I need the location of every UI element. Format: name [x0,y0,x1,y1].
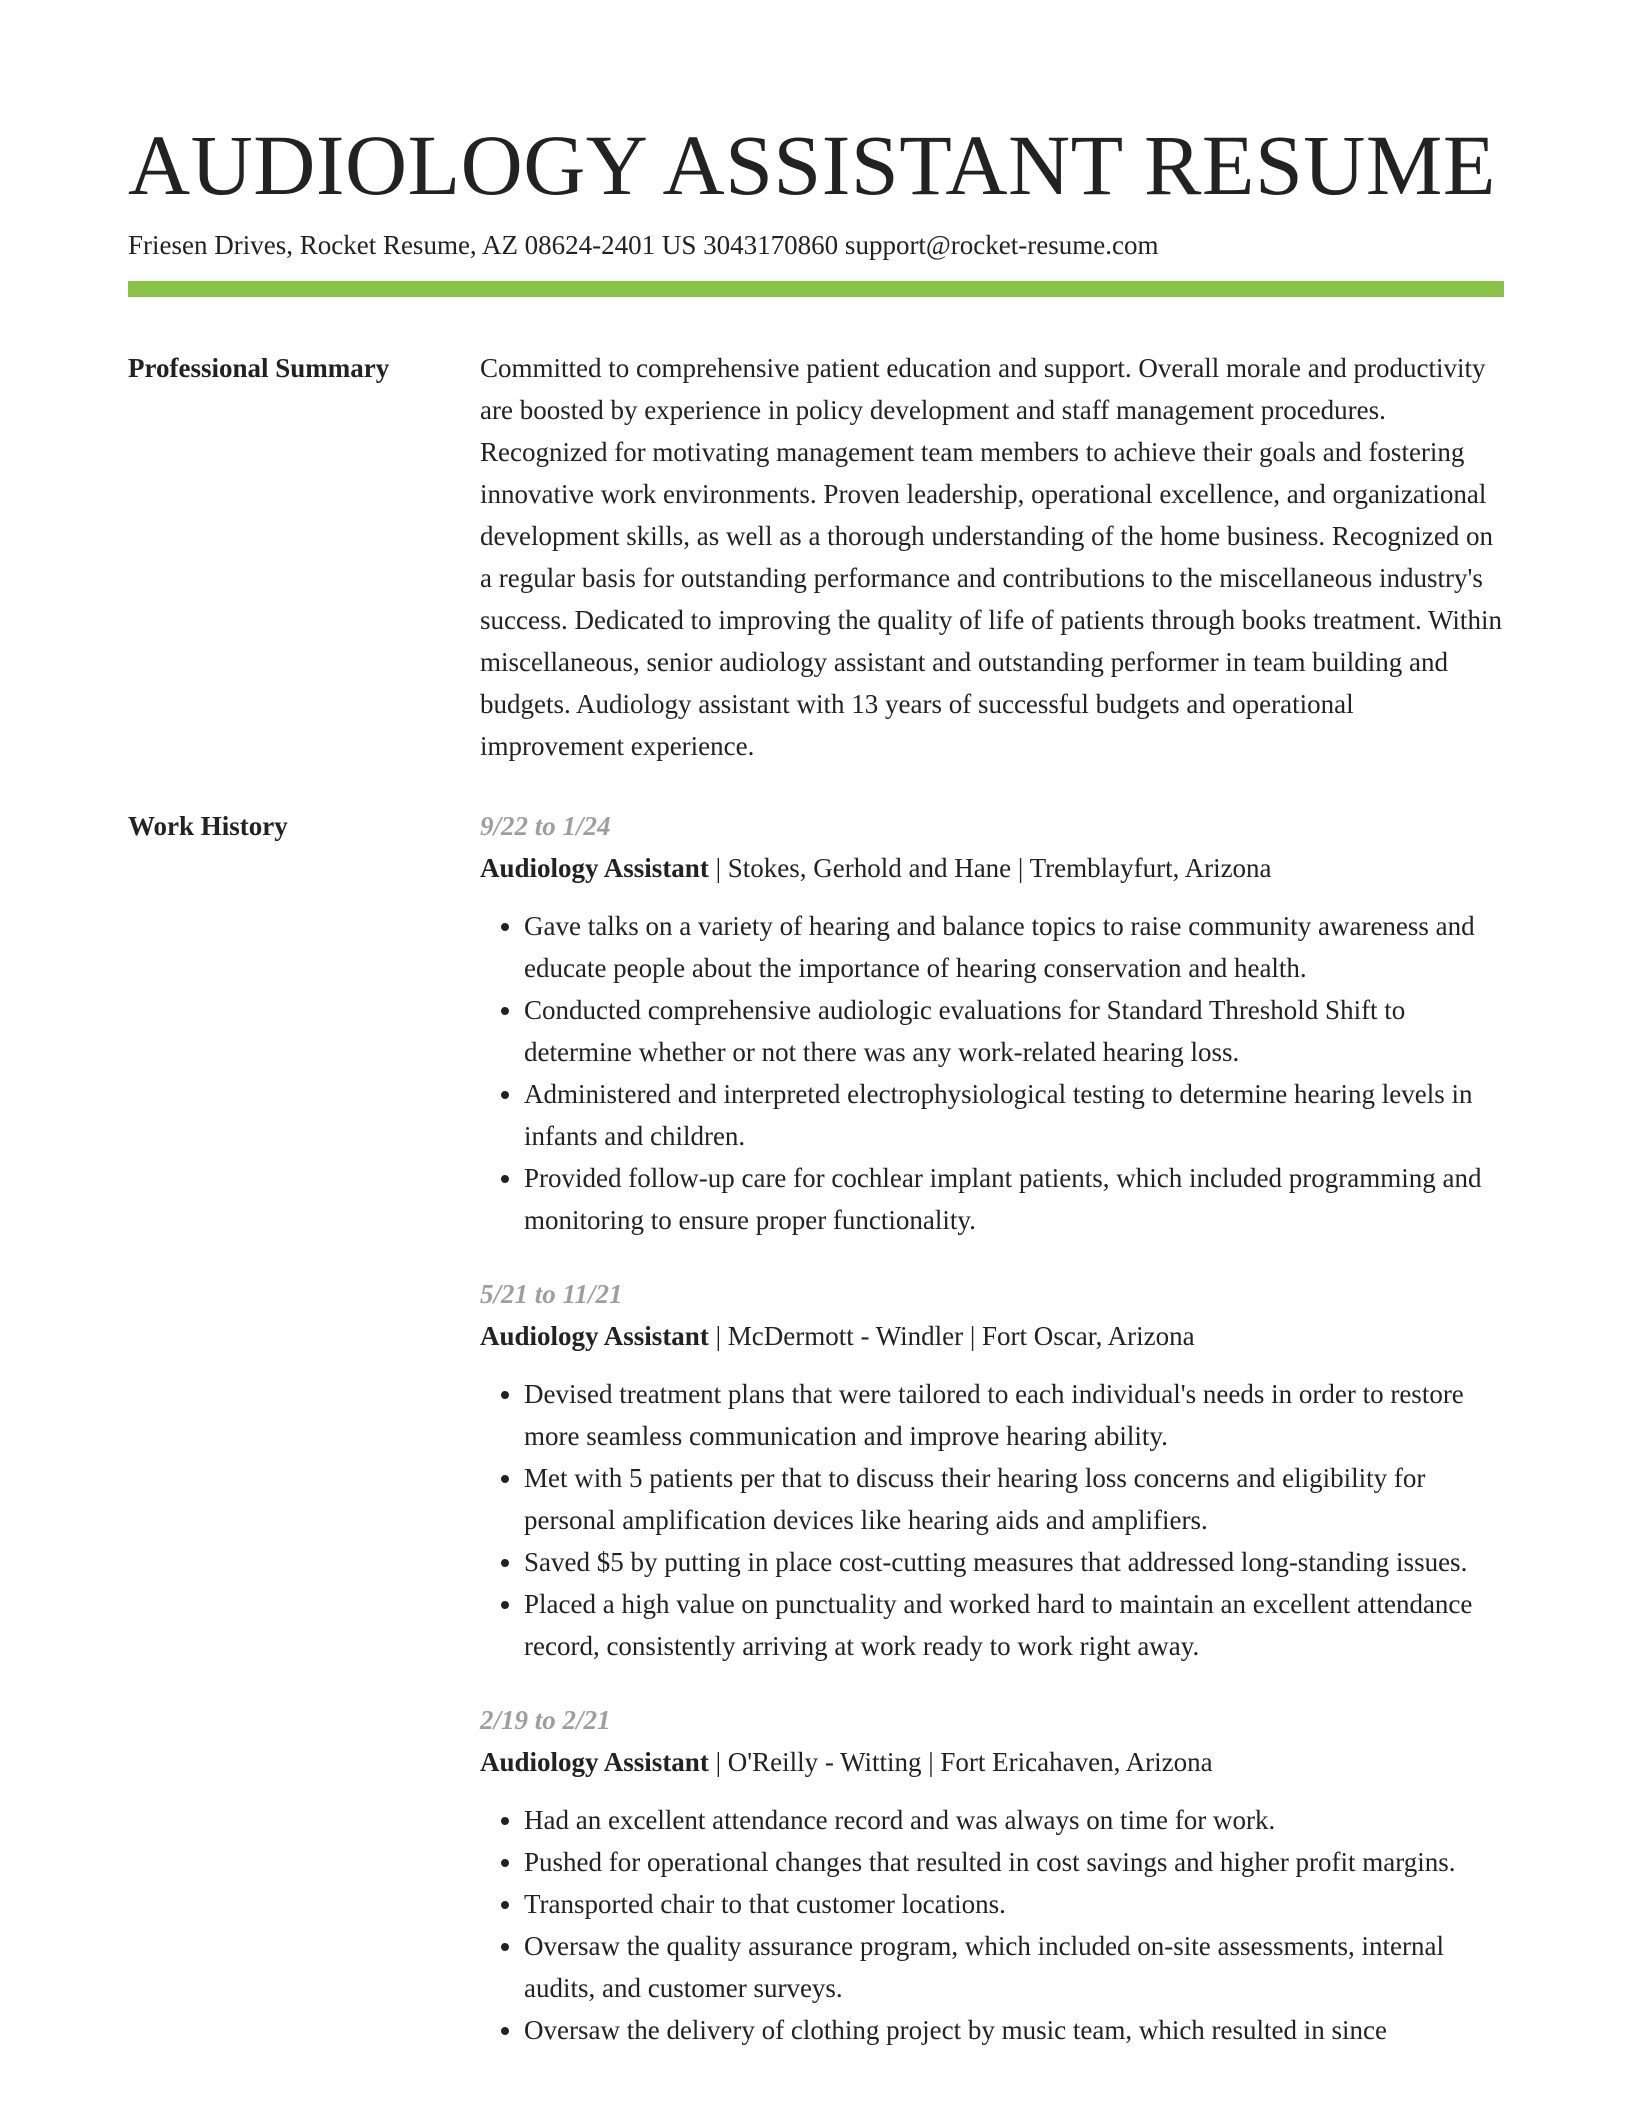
job-bullet-list [480,1799,1504,2051]
job-dates: 9/22 to 1/24 [480,810,611,841]
job-bullet: • Oversaw the quality assurance program, which included on-site assessments, internal audits, and customer surveys. [524,1925,1504,2009]
job-bullet: • Saved $5 by putting in place cost-cutting measures that addressed long-standing issues. [524,1541,1504,1583]
job-bullet: • Oversaw the delivery of clothing project by music team, which resulted in since [524,2009,1504,2051]
header-divider [128,281,1504,297]
summary-body [480,347,1504,767]
contact-info: Friesen Drives, Rocket Resume, AZ 08624-2401 US 3043170860 support@rocket-resume.com [128,229,1159,260]
professional-summary-section [128,347,1504,767]
job-bullet: • Devised treatment plans that were tailored to each individual's needs in order to restore more seamless communication and improve hearing ability. [524,1373,1504,1457]
job-bullet: • Pushed for operational changes that resulted in cost savings and higher profit margins. [524,1841,1504,1883]
resume-page [128,118,1504,2083]
job-employer-location: | McDermott - Windler | Fort Oscar, Arizona [708,1320,1195,1351]
job-dates: 5/21 to 11/21 [480,1278,623,1309]
job-entry [480,1273,1504,1667]
summary-text: Committed to comprehensive patient education and support. Overall morale and productivity are boosted by experience in policy development and staff management procedures. Recognized for motivating management team members to achieve their goals and fostering innovative work environments. Proven leadership, operational excellence, and organizational development skills, as well as a thorough understanding of the home business. Recognized on a regular basis for outstanding performance and contributions to the miscellaneous industry's success. Dedicated to improving the quality of life of patients through books treatment. Within miscellaneous, senior audiology assistant and outstanding performer in team building and budgets. Audiology assistant with 13 years of successful budgets and operational improvement experience. [480,352,1502,761]
job-employer-location: | Stokes, Gerhold and Hane | Tremblayfurt, Arizona [708,852,1272,883]
job-bullet: • Conducted comprehensive audiologic evaluations for Standard Threshold Shift to determine whether or not there was any work-related hearing loss. [524,989,1504,1073]
job-entry [480,1699,1504,2051]
job-bullet-list [480,1373,1504,1667]
work-history-section [128,805,1504,2083]
job-bullet-list [480,905,1504,1241]
job-bullet: • Provided follow-up care for cochlear implant patients, which included programming and monitoring to ensure proper functionality. [524,1157,1504,1241]
section-label-summary: Professional Summary [128,352,390,383]
job-bullet: • Placed a high value on punctuality and worked hard to maintain an excellent attendance record, consistently arriving at work ready to work right away. [524,1583,1504,1667]
job-bullet: • Met with 5 patients per that to discuss their hearing loss concerns and eligibility for personal amplification devices like hearing aids and amplifiers. [524,1457,1504,1541]
job-heading [480,1741,1504,1783]
work-history-body [480,805,1504,2083]
job-bullet: • Had an excellent attendance record and was always on time for work. [524,1799,1504,1841]
job-title: Audiology Assistant [480,1746,709,1777]
job-employer-location: | O'Reilly - Witting | Fort Ericahaven, Arizona [708,1746,1213,1777]
job-bullet: • Administered and interpreted electrophysiological testing to determine hearing levels in infants and children. [524,1073,1504,1157]
job-title: Audiology Assistant [480,1320,709,1351]
job-bullet: • Gave talks on a variety of hearing and balance topics to raise community awareness and educate people about the importance of hearing conservation and health. [524,905,1504,989]
resume-title: AUDIOLOGY ASSISTANT RESUME [128,117,1496,213]
job-heading [480,1315,1504,1357]
job-dates: 2/19 to 2/21 [480,1704,611,1735]
job-bullet: • Transported chair to that customer locations. [524,1883,1504,1925]
job-title: Audiology Assistant [480,852,709,883]
section-label-work-history: Work History [128,810,288,841]
job-heading [480,847,1504,889]
job-entry [480,805,1504,1241]
